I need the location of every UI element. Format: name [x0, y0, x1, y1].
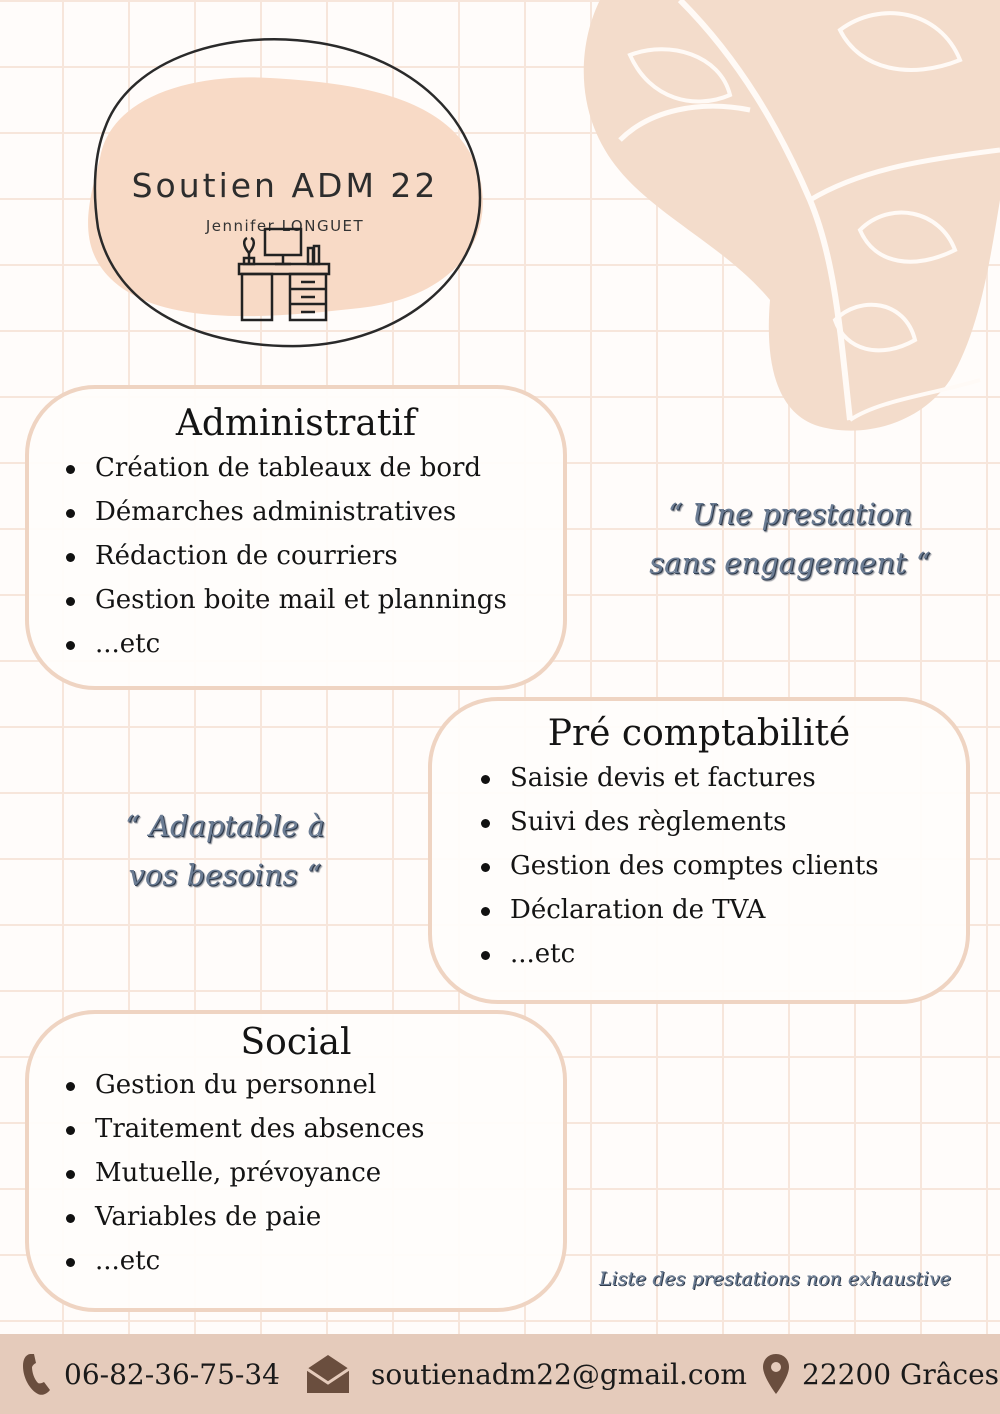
section-card-administratif — [25, 385, 567, 690]
logo-subtitle: Jennifer LONGUET — [205, 217, 365, 235]
bullet-icon — [66, 1126, 75, 1135]
quote-line: “ Une prestation — [667, 497, 913, 531]
leaf-decoration — [560, 0, 1000, 440]
bullet-icon — [66, 553, 75, 562]
phone-icon — [22, 1352, 52, 1396]
service-list — [29, 446, 563, 666]
list-item: Variables de paie — [29, 1195, 563, 1239]
list-item: ...etc — [29, 1239, 563, 1283]
email-address: soutienadm22@gmail.com — [371, 1357, 747, 1391]
quote-line: sans engagement “ — [649, 546, 931, 580]
bullet-icon — [66, 1170, 75, 1179]
section-title: Pré comptabilité — [547, 713, 851, 754]
desk-icon — [235, 226, 335, 324]
list-item: Création de tableaux de bord — [29, 446, 563, 490]
contact-location — [762, 1334, 999, 1414]
list-item: Démarches administratives — [29, 490, 563, 534]
contact-footer — [0, 1334, 1000, 1414]
bullet-icon — [66, 465, 75, 474]
bullet-icon — [481, 775, 490, 784]
bullet-icon — [66, 1258, 75, 1267]
list-item: Traitement des absences — [29, 1107, 563, 1151]
quote-line: vos besoins “ — [128, 858, 322, 892]
contact-phone[interactable] — [22, 1334, 280, 1414]
bullet-icon — [481, 863, 490, 872]
disclaimer-note: Liste des prestations non exhaustive — [598, 1268, 952, 1290]
section-title: Administratif — [175, 403, 417, 444]
phone-number: 06-82-36-75-34 — [64, 1357, 280, 1391]
list-item: ...etc — [29, 622, 563, 666]
envelope-icon — [305, 1353, 351, 1395]
bullet-icon — [66, 509, 75, 518]
list-item: ...etc — [432, 932, 966, 976]
quote-line: “ Adaptable à — [125, 809, 325, 843]
service-list — [29, 1063, 563, 1283]
bullet-icon — [66, 597, 75, 606]
bullet-icon — [66, 641, 75, 650]
contact-email[interactable] — [305, 1334, 747, 1414]
list-item: Mutuelle, prévoyance — [29, 1151, 563, 1195]
bullet-icon — [481, 819, 490, 828]
logo — [70, 28, 500, 358]
list-item: Rédaction de courriers — [29, 534, 563, 578]
list-item: Saisie devis et factures — [432, 756, 966, 800]
bullet-icon — [481, 907, 490, 916]
bullet-icon — [66, 1082, 75, 1091]
section-card-social — [25, 1010, 567, 1312]
service-list — [432, 756, 966, 976]
list-item: Suivi des règlements — [432, 800, 966, 844]
list-item: Gestion boite mail et plannings — [29, 578, 563, 622]
list-item: Déclaration de TVA — [432, 888, 966, 932]
quote-adaptable — [60, 802, 390, 900]
location-text: 22200 Grâces — [802, 1357, 1000, 1391]
bullet-icon — [66, 1214, 75, 1223]
section-title: Social — [240, 1022, 352, 1063]
logo-title: Soutien ADM 22 — [131, 166, 439, 205]
bullet-icon — [481, 951, 490, 960]
list-item: Gestion du personnel — [29, 1063, 563, 1107]
map-pin-icon — [762, 1353, 790, 1395]
quote-engagement — [600, 490, 980, 588]
section-card-pre-comptabilite — [428, 697, 970, 1004]
list-item: Gestion des comptes clients — [432, 844, 966, 888]
